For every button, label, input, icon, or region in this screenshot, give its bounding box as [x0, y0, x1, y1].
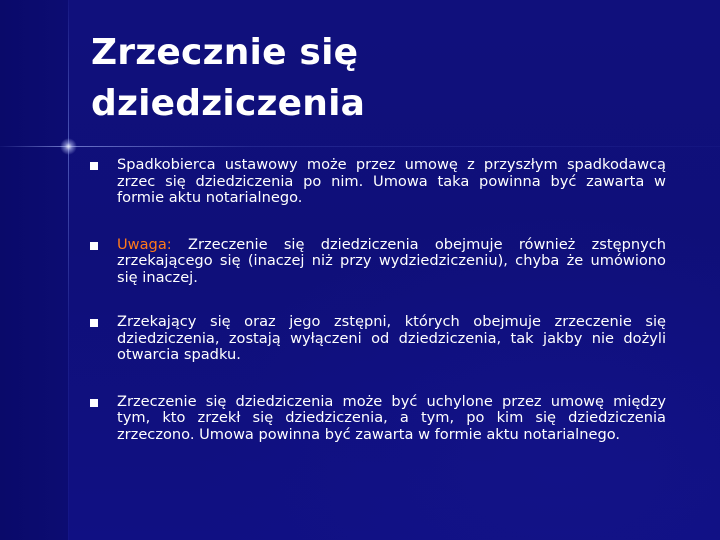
square-bullet-icon: [90, 242, 98, 250]
bullet-text: Zrzeczenie się dziedziczenia może być uchylone przez umowę między tym, kto zrzekł się dziedziczenia, a tym, po kim się dziedziczenia zrzeczono. Umowa powinna być zawarta w formie aktu notarialnego.: [117, 392, 666, 443]
bullet-item: [90, 157, 666, 207]
title-line-1: Zrzecznie się: [91, 32, 359, 73]
horizontal-accent-line: [0, 146, 720, 147]
bullet-highlight: Uwaga:: [117, 235, 172, 253]
left-decorative-band: [0, 0, 68, 540]
slide-title: [91, 27, 691, 129]
bullet-item: [90, 394, 666, 444]
vertical-accent-line: [68, 0, 69, 540]
bullet-text: Spadkobierca ustawowy może przez umowę z przyszłym spadkodawcą zrzec się dziedziczenia po nim. Umowa taka powinna być zawarta w formie aktu notarialnego.: [117, 156, 666, 206]
square-bullet-icon: [90, 399, 98, 407]
light-spark-icon: [60, 138, 77, 155]
square-bullet-icon: [90, 162, 98, 170]
bullet-text: Zrzeczenie się dziedziczenia obejmuje również zstępnych zrzekającego się (inaczej niż przy wydziedziczeniu), chyba że umówiono się inaczej.: [117, 235, 666, 286]
title-line-2: dziedziczenia: [91, 83, 366, 124]
bullet-item: [90, 237, 666, 287]
square-bullet-icon: [90, 319, 98, 327]
bullet-list: [90, 157, 666, 443]
bullet-text: Zrzekający się oraz jego zstępni, których obejmuje zrzeczenie się dziedziczenia, zostają wyłączeni od dziedziczenia, tak jakby nie dożyli otwarcia spadku.: [117, 313, 666, 363]
bullet-item: [90, 314, 666, 364]
